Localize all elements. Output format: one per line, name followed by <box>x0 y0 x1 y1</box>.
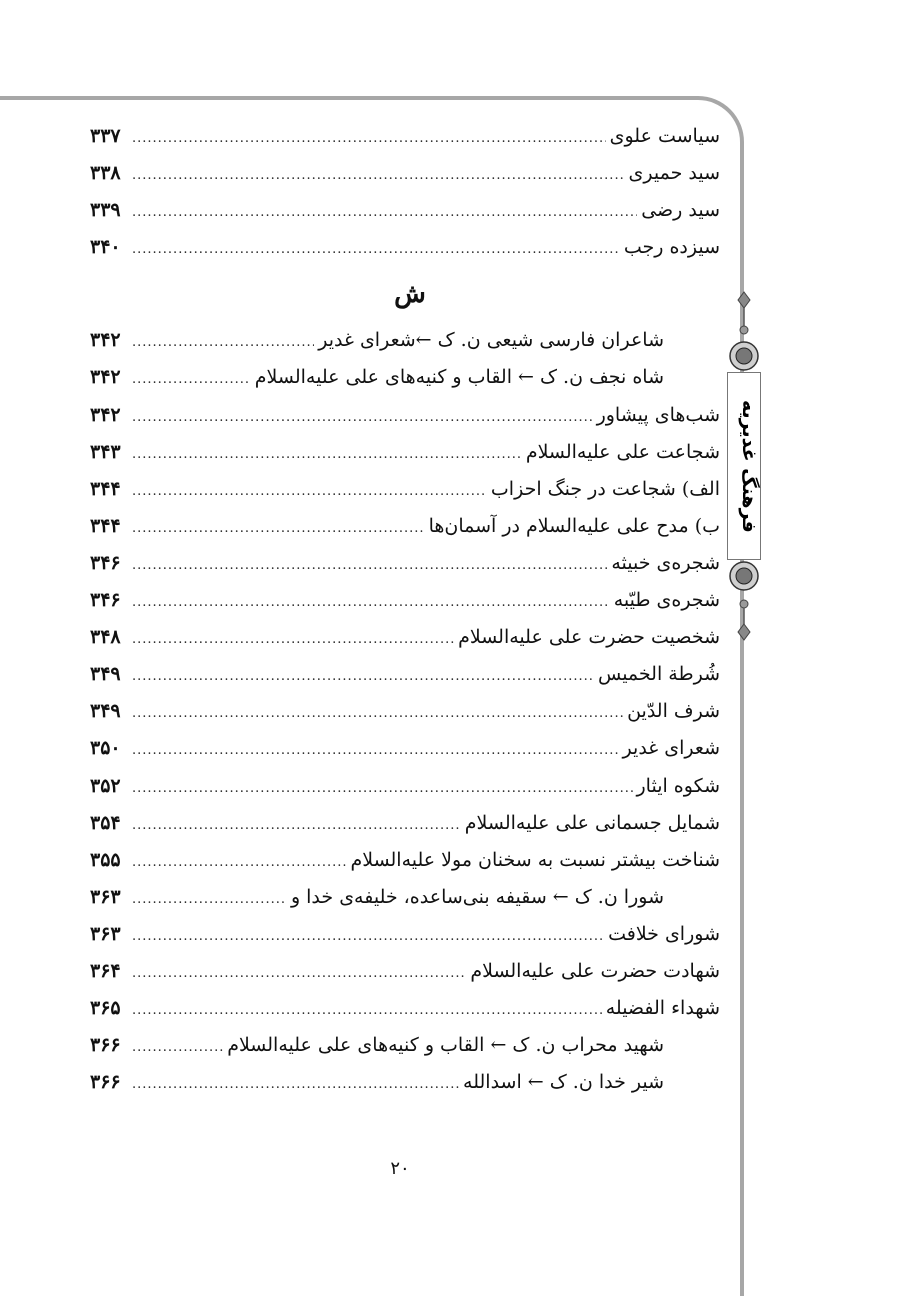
toc-row <box>90 1027 720 1064</box>
toc-row <box>90 192 720 229</box>
toc-row <box>90 322 720 359</box>
dot-leader <box>132 732 619 769</box>
toc-entry-page: ۳۴۸ <box>90 626 121 649</box>
toc-entry-title: شاعران فارسی شیعی ن. ک ←شعرای غدیر <box>318 329 664 352</box>
toc-entry-page: ۳۴۹ <box>90 663 121 686</box>
toc-entry-page: ۳۴۲ <box>90 329 121 352</box>
dot-leader <box>132 194 637 231</box>
toc-entry-title: شُرطة الخمیس <box>597 663 720 686</box>
dot-leader <box>132 547 607 584</box>
toc-row <box>90 545 720 582</box>
toc-row <box>90 916 720 953</box>
toc-entry-page: ۳۶۳ <box>90 922 121 945</box>
dot-leader <box>132 399 593 436</box>
toc-row <box>90 359 720 396</box>
toc-entry-page: ۳۶۶ <box>90 1071 121 1094</box>
toc-entry-page: ۳۴۲ <box>90 366 121 389</box>
toc-row <box>90 397 720 434</box>
toc-entry-title: سیزده رجب <box>623 236 720 259</box>
toc-entry-title: شهید محراب ن. ک ← القاب و کنیه‌های علی علیه‌السلام <box>227 1034 664 1057</box>
dot-leader <box>132 770 633 807</box>
toc-entry-title: الف) شجاعت در جنگ احزاب <box>490 477 720 500</box>
toc-entry-title: شرف الدّین <box>627 700 720 723</box>
dot-leader <box>132 807 461 844</box>
toc-entry-title: شمایل جسمانی علی علیه‌السلام <box>464 811 720 834</box>
toc-entry-page: ۳۴۲ <box>90 403 121 426</box>
toc-entry-title: سید حمیری <box>628 162 720 185</box>
toc-entry-page: ۳۵۴ <box>90 811 121 834</box>
toc-entry-title: شورا ن. ک ← سقیفه بنی‌ساعده، خلیفه‌ی خدا و <box>290 885 664 908</box>
toc-entry-page: ۳۴۹ <box>90 700 121 723</box>
dot-leader <box>132 621 454 658</box>
toc-entry-page: ۳۵۰ <box>90 737 121 760</box>
toc-row <box>90 730 720 767</box>
dot-leader <box>132 955 466 992</box>
toc-entry-title: سیاست علوی <box>609 125 720 147</box>
toc-row <box>90 656 720 693</box>
dot-leader <box>132 436 522 473</box>
dot-leader <box>132 1029 223 1066</box>
dot-leader <box>132 918 604 955</box>
dot-leader <box>132 120 606 157</box>
toc-entry-title: شاه نجف ن. ک ← القاب و کنیه‌های علی علیه‌السلام <box>254 366 664 389</box>
toc-row <box>90 229 720 266</box>
toc-entry-page: ۳۴۶ <box>90 551 121 574</box>
toc-row <box>90 619 720 656</box>
toc-row <box>90 953 720 990</box>
dot-leader <box>132 510 425 547</box>
toc-entry-page: ۳۵۵ <box>90 848 121 871</box>
dot-leader <box>132 881 287 918</box>
toc-entry-page: ۳۴۳ <box>90 440 121 463</box>
toc-row <box>90 582 720 619</box>
toc-entry-title: سید رضی <box>641 199 720 222</box>
toc-entry-page: ۳۴۴ <box>90 477 121 500</box>
table-of-contents <box>90 118 720 1101</box>
dot-leader <box>132 695 623 732</box>
toc-entry-title: ب) مدح علی علیه‌السلام در آسمان‌ها <box>428 514 720 537</box>
toc-entry-title: شناخت بیشتر نسبت به سخنان مولا علیه‌السلام <box>350 848 720 871</box>
dot-leader <box>132 844 346 881</box>
toc-entry-title: شجاعت علی علیه‌السلام <box>525 440 720 463</box>
toc-entry-title: شکوه ایثار <box>636 774 720 797</box>
toc-entry-title: شهداء الفضیله <box>605 997 720 1020</box>
toc-entry-page: ۳۳۷ <box>90 125 121 147</box>
toc-entry-page: ۳۴۶ <box>90 589 121 612</box>
toc-entry-page: ۳۶۵ <box>90 997 121 1020</box>
dot-leader <box>132 584 610 621</box>
toc-row <box>90 693 720 730</box>
toc-entry-title: شخصیت حضرت علی علیه‌السلام <box>458 626 720 649</box>
toc-entry-title: شورای خلافت <box>608 922 720 945</box>
toc-row <box>90 990 720 1027</box>
page-number: ۲۰ <box>390 1158 410 1179</box>
section-heading: ش <box>394 279 426 310</box>
toc-entry-page: ۳۴۴ <box>90 514 121 537</box>
toc-entry-title: شیر خدا ن. ک ← اسدالله <box>463 1071 664 1094</box>
dot-leader <box>132 1066 459 1103</box>
dot-leader <box>132 231 620 268</box>
toc-entry-page: ۳۶۴ <box>90 959 121 982</box>
toc-entry-page: ۳۶۳ <box>90 885 121 908</box>
toc-row <box>90 805 720 842</box>
toc-row <box>90 1064 720 1101</box>
toc-row <box>90 768 720 805</box>
toc-entry-title: شجره‌ی طیّبه <box>613 589 720 612</box>
dot-leader <box>132 658 594 695</box>
dot-leader <box>132 473 487 510</box>
toc-entry-title: شجره‌ی خبیثه <box>611 551 720 574</box>
toc-entry-page: ۳۶۶ <box>90 1034 121 1057</box>
side-banner-title: فرهنگ غدیریه <box>738 399 760 533</box>
toc-row <box>90 118 720 155</box>
dot-leader <box>132 157 625 194</box>
toc-row <box>90 471 720 508</box>
toc-row <box>90 434 720 471</box>
toc-row <box>90 879 720 916</box>
dot-leader <box>132 992 602 1029</box>
toc-row <box>90 508 720 545</box>
toc-row <box>90 842 720 879</box>
toc-entry-title: شهادت حضرت علی علیه‌السلام <box>470 959 720 982</box>
side-banner <box>727 290 761 642</box>
dot-leader <box>132 361 251 398</box>
toc-entry-title: شب‌های پیشاور <box>596 403 720 426</box>
toc-entry-title: شعرای غدیر <box>622 737 720 760</box>
toc-entry-page: ۳۴۰ <box>90 236 121 259</box>
toc-entry-page: ۳۳۸ <box>90 162 121 185</box>
toc-entry-page: ۳۳۹ <box>90 199 121 222</box>
toc-entry-page: ۳۵۲ <box>90 774 121 797</box>
toc-row <box>90 155 720 192</box>
dot-leader <box>132 324 314 361</box>
